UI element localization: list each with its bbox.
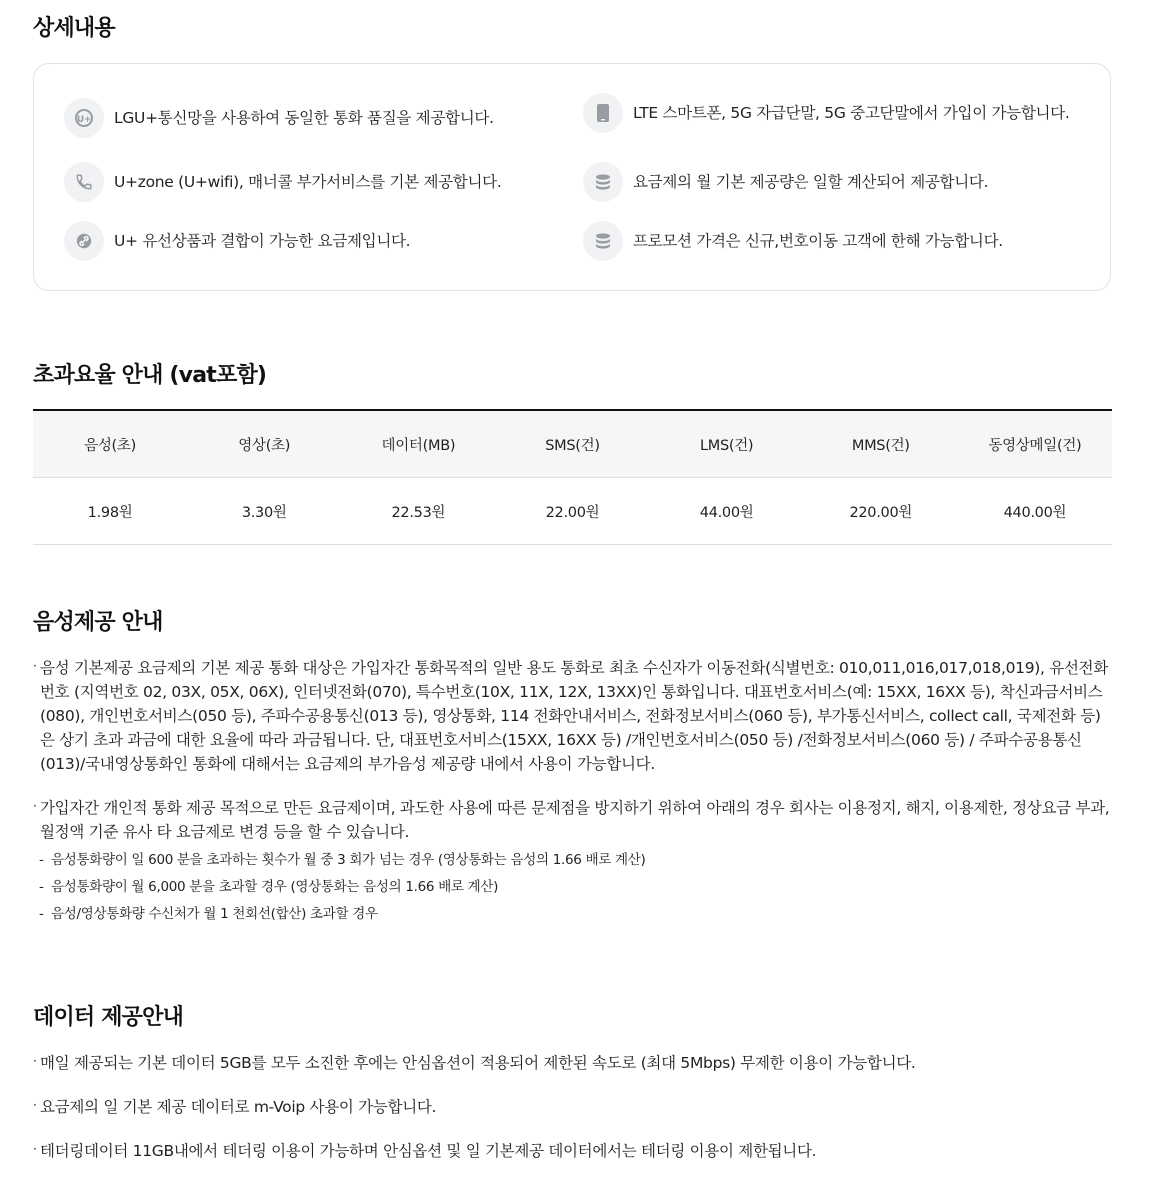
column-header: 음성(초) xyxy=(33,410,187,478)
feature-item xyxy=(64,98,544,138)
voice-sub-item xyxy=(39,904,378,924)
details-title: 상세내용 xyxy=(33,16,115,41)
feature-text: 프로모션 가격은 신규,번호이동 고객에 한해 가능합니다. xyxy=(633,232,1003,250)
data-info-title: 데이터 제공안내 xyxy=(33,1005,184,1030)
voice-sub-item xyxy=(39,877,498,897)
overage-table xyxy=(33,409,1112,545)
feature-item xyxy=(583,221,1073,261)
svg-text:U+: U+ xyxy=(76,115,92,125)
table-cell: 44.00원 xyxy=(650,478,804,545)
voice-sub-text: 음성/영상통화량 수신처가 월 1 천회선(합산) 초과할 경우 xyxy=(51,906,378,922)
column-header: MMS(건) xyxy=(804,410,958,478)
phone-call-icon xyxy=(64,162,104,202)
voice-sub-item xyxy=(39,850,646,870)
table-row xyxy=(33,478,1112,545)
table-header-row xyxy=(33,410,1112,478)
data-info-text: 테더링데이터 11GB내에서 테더링 이용이 가능하며 안심옵션 및 일 기본제공 데이터에서는 테더링 이용이 제한됩니다. xyxy=(40,1142,817,1160)
table-cell: 440.00원 xyxy=(958,478,1112,545)
feature-item xyxy=(64,162,544,202)
data-info-text: 요금제의 일 기본 제공 데이터로 m-Voip 사용이 가능합니다. xyxy=(40,1098,437,1116)
feature-text: LTE 스마트폰, 5G 자급단말, 5G 중고단말에서 가입이 가능합니다. xyxy=(633,104,1070,122)
lgu-logo-icon xyxy=(64,98,104,138)
bullet: · xyxy=(33,1054,37,1068)
bullet: · xyxy=(33,659,37,673)
database-icon xyxy=(583,162,623,202)
voice-paragraph xyxy=(33,796,1113,844)
table-cell: 3.30원 xyxy=(187,478,341,545)
feature-item xyxy=(583,162,1073,202)
column-header: 동영상메일(건) xyxy=(958,410,1112,478)
voice-paragraph-text: 가입자간 개인적 통화 제공 목적으로 만든 요금제이며, 과도한 사용에 따른 문제점을 방지하기 위하여 아래의 경우 회사는 이용정지, 해지, 이용제한, 정상요금 부과, 월정액 기준 유사 타 요금제로 변경 등을 할 수 있습니다. xyxy=(40,799,1110,841)
data-info-item xyxy=(33,1051,1113,1075)
voice-paragraph-text: 음성 기본제공 요금제의 기본 제공 통화 대상은 가입자간 통화목적의 일반 용도 통화로 최초 수신자가 이동전화(식별번호: 010,011,016,017,018,019), 유선전화번호 (지역번호 02, 03X, 05X, 06X), 인터넷전화(070), 특수번호(10X, 11X, 12X, 13XX)인 통화입니다. 대표번호서비스(예: 15XX, 16XX 등), 착신과금서비스(080), 개인번호서비스(050 등), 주파수공용통신(013 등), 영상통화, 114 전화안내서비스, 전화정보서비스(060 등), 부가통신서비스, collect call, 국제전화 등)은 상기 초과 과금에 대한 요율에 따라 과금됩니다. 단, 대표번호서비스(15XX, 16XX 등) /개인번호서비스(050 등) /전화정보서비스(060 등) / 주파수공용통신(013)/국내영상통화인 통화에 대해서는 요금제의 부가음성 제공량 내에서 사용이 가능합니다. xyxy=(40,659,1108,773)
column-header: 영상(초) xyxy=(187,410,341,478)
link-icon xyxy=(64,221,104,261)
dash: - xyxy=(39,852,44,868)
overage-title: 초과요율 안내 (vat포함) xyxy=(33,363,267,388)
bullet: · xyxy=(33,1098,37,1112)
feature-text: U+ 유선상품과 결합이 가능한 요금제입니다. xyxy=(114,232,411,250)
feature-text: 요금제의 월 기본 제공량은 일할 계산되어 제공합니다. xyxy=(633,173,989,191)
voice-sub-text: 음성통화량이 월 6,000 분을 초과할 경우 (영상통화는 음성의 1.66 배로 계산) xyxy=(51,879,499,895)
table-cell: 22.53원 xyxy=(341,478,495,545)
feature-text: U+zone (U+wifi), 매너콜 부가서비스를 기본 제공합니다. xyxy=(114,173,502,191)
voice-title: 음성제공 안내 xyxy=(33,610,163,635)
column-header: LMS(건) xyxy=(650,410,804,478)
feature-item xyxy=(583,93,1073,133)
voice-paragraph xyxy=(33,656,1113,776)
table-cell: 22.00원 xyxy=(495,478,649,545)
data-info-text: 매일 제공되는 기본 데이터 5GB를 모두 소진한 후에는 안심옵션이 적용되어 제한된 속도로 (최대 5Mbps) 무제한 이용이 가능합니다. xyxy=(40,1054,916,1072)
dash: - xyxy=(39,879,44,895)
details-box xyxy=(33,63,1111,291)
bullet: · xyxy=(33,1142,37,1156)
data-info-item xyxy=(33,1095,1113,1119)
table-cell: 1.98원 xyxy=(33,478,187,545)
dash: - xyxy=(39,906,44,922)
feature-text: LGU+통신망을 사용하여 동일한 통화 품질을 제공합니다. xyxy=(114,109,494,127)
column-header: SMS(건) xyxy=(495,410,649,478)
bullet: · xyxy=(33,799,37,813)
smartphone-icon xyxy=(583,93,623,133)
column-header: 데이터(MB) xyxy=(341,410,495,478)
voice-sub-text: 음성통화량이 일 600 분을 초과하는 횟수가 월 중 3 회가 넘는 경우 (영상통화는 음성의 1.66 배로 계산) xyxy=(51,852,646,868)
data-info-item xyxy=(33,1139,1113,1163)
table-cell: 220.00원 xyxy=(804,478,958,545)
database-icon xyxy=(583,221,623,261)
feature-item xyxy=(64,221,544,261)
